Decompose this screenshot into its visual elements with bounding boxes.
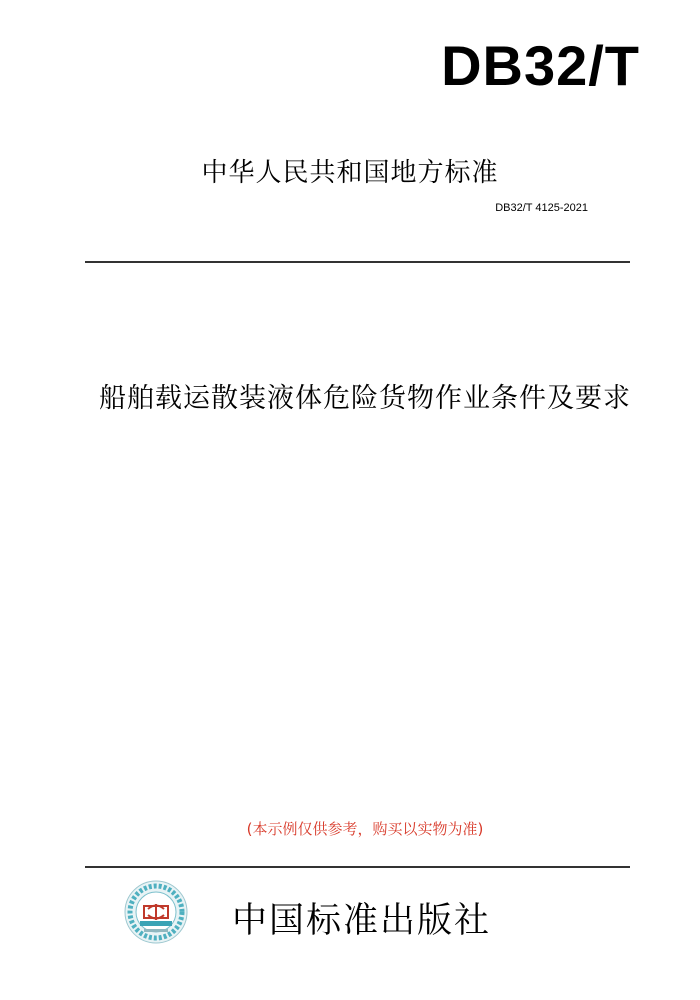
top-divider: [85, 261, 630, 263]
standard-type-heading: [0, 152, 700, 189]
sample-disclaimer: (本示例仅供参考，购买以实物为准): [246, 820, 484, 838]
standard-number: DB32/T 4125-2021: [495, 202, 588, 214]
document-title: 船舶载运散装液体危险货物作业条件及要求: [99, 383, 631, 414]
certification-seal-icon: [124, 880, 188, 944]
publisher-name: 中国标准出版社: [232, 901, 492, 941]
standard-type-label: 中华人民共和国地方标准: [201, 158, 499, 188]
bottom-divider: [85, 866, 630, 868]
standard-code-mark: DB32/T: [441, 34, 640, 97]
